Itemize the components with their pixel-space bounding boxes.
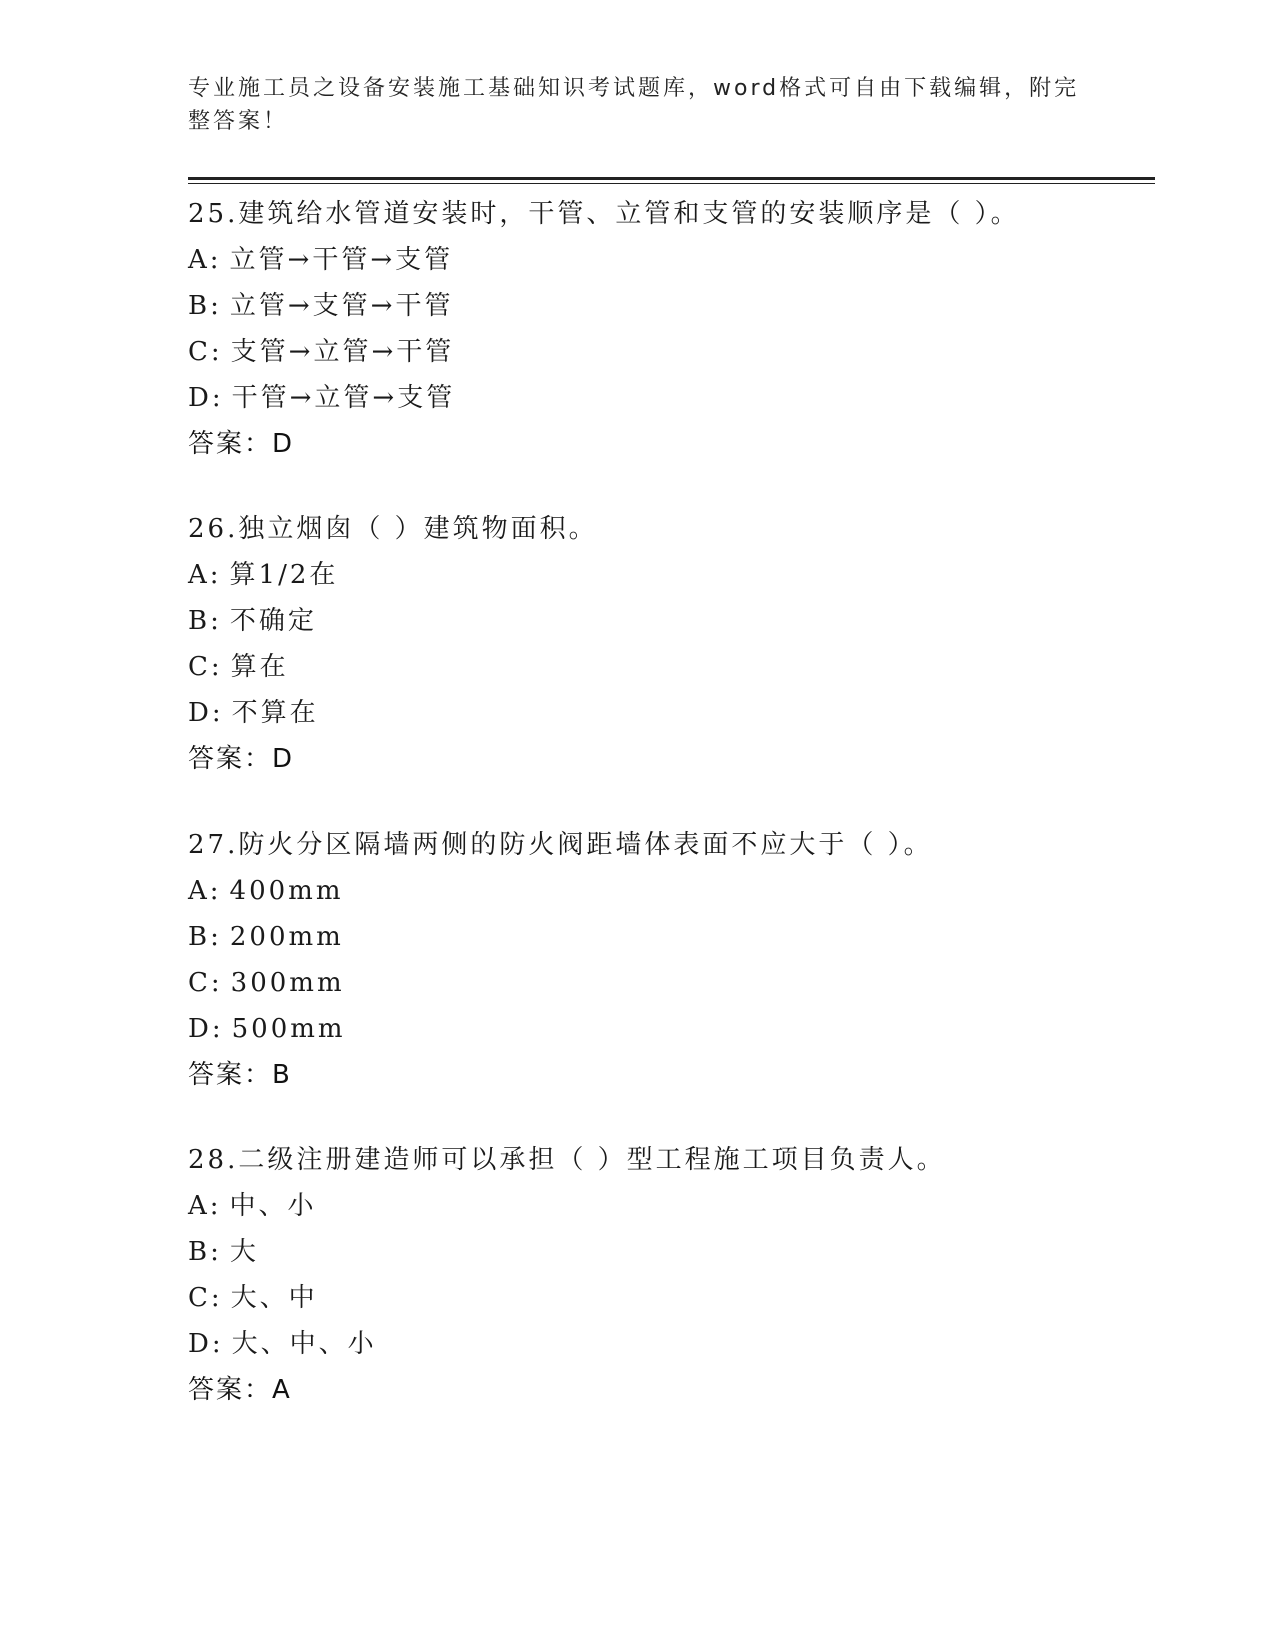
option-text: 200mm xyxy=(229,922,344,952)
option-a: A: 立管→干管→支管 xyxy=(188,245,454,275)
question-25 xyxy=(188,191,1148,467)
option-text: 400mm xyxy=(229,876,344,906)
option-letter: C xyxy=(188,968,211,998)
question-stem: 25.建筑给水管道安装时，干管、立管和支管的安装顺序是（ ）。 xyxy=(188,199,1020,229)
option-letter: D xyxy=(188,1014,212,1044)
option-d: D: 大、中、小 xyxy=(188,1329,377,1359)
question-27 xyxy=(188,822,1148,1098)
option-d: D: 不算在 xyxy=(188,698,319,728)
option-letter: C xyxy=(188,337,211,367)
option-letter: D xyxy=(188,1329,212,1359)
answer-line: 答案：A xyxy=(188,1375,292,1405)
option-text: 不确定 xyxy=(229,606,317,636)
option-b: B: 立管→支管→干管 xyxy=(188,291,454,321)
option-text: 不算在 xyxy=(231,698,319,728)
option-text: 干管→立管→支管 xyxy=(231,383,456,413)
header-divider-thin xyxy=(188,183,1155,184)
option-text: 立管→干管→支管 xyxy=(229,245,454,275)
option-letter: D xyxy=(188,698,212,728)
question-26 xyxy=(188,506,1148,782)
option-d: D: 500mm xyxy=(188,1014,346,1044)
option-letter: A xyxy=(188,245,210,275)
option-text: 支管→立管→干管 xyxy=(230,337,455,367)
option-text: 算1/2在 xyxy=(229,560,339,590)
header-line-2: 整答案！ xyxy=(188,109,289,134)
option-d: D: 干管→立管→支管 xyxy=(188,383,456,413)
answer-line: 答案：B xyxy=(188,1060,292,1090)
option-c: C: 300mm xyxy=(188,968,345,998)
option-letter: B xyxy=(188,922,211,952)
question-stem: 27.防火分区隔墙两侧的防火阀距墙体表面不应大于（ ）。 xyxy=(188,830,933,860)
answer-line: 答案：D xyxy=(188,744,295,774)
option-b: B: 200mm xyxy=(188,922,344,952)
option-letter: C xyxy=(188,1283,211,1313)
option-letter: D xyxy=(188,383,212,413)
option-b: B: 不确定 xyxy=(188,606,317,636)
option-a: A: 中、小 xyxy=(188,1191,317,1221)
question-stem: 26.独立烟囱（ ）建筑物面积。 xyxy=(188,514,598,544)
document-header xyxy=(188,72,1088,138)
option-text: 中、小 xyxy=(229,1191,317,1221)
option-text: 算在 xyxy=(230,652,289,682)
option-text: 立管→支管→干管 xyxy=(229,291,454,321)
option-letter: B xyxy=(188,1237,211,1267)
option-letter: B xyxy=(188,606,211,636)
option-letter: B xyxy=(188,291,211,321)
option-c: C: 支管→立管→干管 xyxy=(188,337,455,367)
option-text: 300mm xyxy=(230,968,345,998)
option-letter: A xyxy=(188,876,210,906)
option-letter: C xyxy=(188,652,211,682)
option-letter: A xyxy=(188,560,210,590)
answer-line: 答案：D xyxy=(188,429,295,459)
option-c: C: 算在 xyxy=(188,652,289,682)
option-a: A: 400mm xyxy=(188,876,344,906)
question-stem: 28.二级注册建造师可以承担（ ）型工程施工项目负责人。 xyxy=(188,1145,946,1175)
header-line-1: 专业施工员之设备安装施工基础知识考试题库，word格式可自由下载编辑，附完 xyxy=(188,76,1080,101)
option-text: 大、中 xyxy=(230,1283,318,1313)
option-c: C: 大、中 xyxy=(188,1283,318,1313)
option-b: B: 大 xyxy=(188,1237,259,1267)
option-text: 大、中、小 xyxy=(231,1329,377,1359)
option-text: 500mm xyxy=(231,1014,346,1044)
option-a: A: 算1/2在 xyxy=(188,560,339,590)
header-divider-thick xyxy=(188,177,1155,180)
question-28 xyxy=(188,1137,1148,1413)
option-letter: A xyxy=(188,1191,210,1221)
option-text: 大 xyxy=(229,1237,259,1267)
